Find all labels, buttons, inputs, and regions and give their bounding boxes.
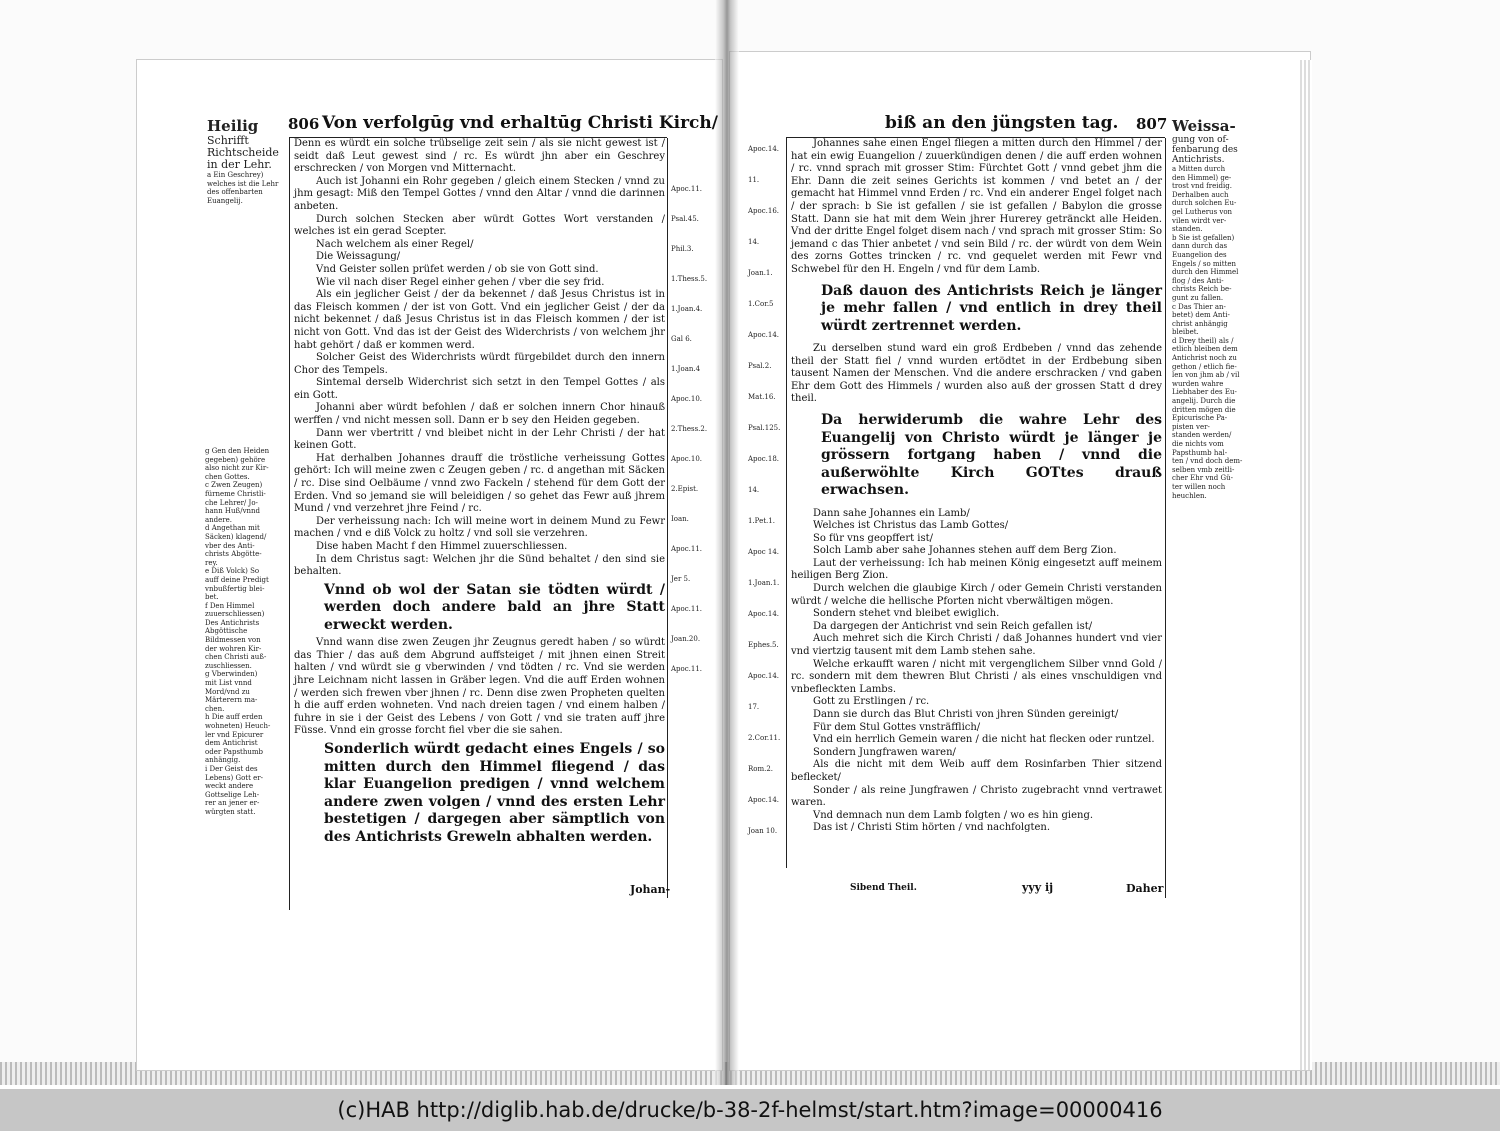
side-note: Des Antichrists — [205, 618, 260, 627]
body-paragraph: Für dem Stul Gottes vnsträfflich/ — [813, 721, 981, 733]
body-paragraph: Als die nicht mit dem Weib auff dem Rosinfarben Thier sitzend beflecket/ — [791, 759, 1162, 783]
scripture-reference: 2.Thess.2. — [671, 425, 708, 433]
body-paragraph: Durch welchen die glaubige Kirch / oder Gemein Christi verstanden würdt / welche die hellische Pforten nicht vberwältigen mögen. — [791, 583, 1162, 607]
side-note: c Zwen Zeugen) — [205, 481, 263, 490]
body-paragraph: Vnnd wann dise zwen Zeugen jhr Zeugnus geredt haben / so würdt das Thier / das auß dem Abgrund auffsteiget / mit jhnen einen Streit halten / vnd würdt sie g vberwinden / vnd tödten / rc. Vnd sie werden jhre Leichnam nicht lassen in Gräber legen. Vnd die auff Erden wohnen / werden sich frewen vber jhnen / rc. Denn dise zwen Propheten quelten h die auff erden wohneten. Vnd nach dreien tagen / vnd einem halben / fuhre in sie i der Geist des Lebens / von Gott / vnd sie traten auff jhre Füsse. Vnnd ein grosse forcht fiel vber die sie sahen. — [294, 637, 665, 737]
section-heading: Daß dauon des Antichrists Reich je länger je mehr fallen / vnd entlich in drey theil würdt zertrennet werden. — [821, 282, 1162, 334]
side-note: christs Reich be- — [1172, 285, 1232, 294]
body-paragraph: Nach welchem als einer Regel/ — [316, 238, 474, 250]
scripture-reference: Jer 5. — [671, 575, 691, 583]
side-note: pisten ver- — [1172, 422, 1210, 431]
side-note: standen. — [1172, 225, 1203, 234]
scripture-reference: Apoc.11. — [671, 185, 703, 193]
footer-part: Sibend Theil. — [850, 883, 917, 893]
side-note: Lebens) Gott er- — [205, 773, 263, 782]
scripture-reference: Apoc 14. — [748, 548, 780, 556]
side-note: vber des Anti- — [205, 541, 255, 550]
body-paragraph: Das ist / Christi Stim hörten / vnd nachfolgten. — [813, 822, 1051, 834]
side-heading-line: Heilig — [207, 117, 259, 135]
side-note: Märterern ma- — [205, 696, 258, 705]
side-heading-line: Richtscheide — [207, 146, 279, 159]
scripture-reference: 1.Pet.1. — [748, 517, 775, 525]
side-note: ter willen noch — [1172, 482, 1226, 491]
body-paragraph: Die Weissagung/ — [316, 251, 401, 263]
scripture-reference: Psal.125. — [748, 424, 781, 432]
left-page-number: 806 — [288, 115, 320, 133]
side-note: len von jhm ab / vil — [1172, 371, 1240, 380]
side-note: Liebhaber des Eu- — [1172, 388, 1237, 397]
scripture-reference: Apoc.11. — [671, 545, 703, 553]
side-note: die nichts vom — [1172, 440, 1224, 448]
scripture-reference: Apoc.10. — [671, 395, 703, 403]
side-note: dem Antichrist — [205, 739, 258, 748]
scripture-reference: 14. — [748, 238, 760, 246]
side-note: bet. — [205, 593, 219, 602]
side-note: rey. — [205, 558, 218, 567]
side-note: Abgöttische — [205, 627, 248, 636]
side-note: angelij. Durch die — [1172, 397, 1236, 406]
body-paragraph: Auch ist Johanni ein Rohr gegeben / gleich einem Stecken / vnnd zu jhm gesagt: Miß den Tempel Gottes / vnnd den Altar / vnnd die darinnen anbeten. — [294, 175, 665, 212]
body-paragraph: Gott zu Erstlingen / rc. — [813, 696, 930, 708]
side-note: den Himmel) ge- — [1172, 173, 1232, 182]
side-note: chen Christi auß- — [205, 653, 267, 662]
side-note: anhängig. — [205, 756, 241, 765]
side-note: chen. — [205, 704, 225, 713]
scripture-reference: Mat.16. — [748, 393, 776, 401]
scripture-reference: Apoc.14. — [748, 796, 780, 804]
scripture-reference: 1.Joan.4 — [671, 365, 701, 373]
section-heading: Vnnd ob wol der Satan sie tödten würdt / werden doch andere bald an jhre Statt erweckt werden. — [324, 581, 665, 633]
book-gutter — [715, 0, 739, 1085]
body-paragraph: Solch Lamb aber sahe Johannes stehen auff dem Berg Zion. — [813, 545, 1117, 557]
side-note: cher Ehr vnd Gü- — [1172, 474, 1233, 483]
scripture-reference: Gal 6. — [671, 335, 692, 343]
scripture-reference: Apoc.16. — [748, 207, 780, 215]
body-paragraph: Johannes sahe einen Engel fliegen a mitten durch den Himmel / der hat ein ewig Euangelion / zuuerkündigen denen / die auff erden wohnen / rc. vnnd sprach mit grosser Stim: Fürchtet Gott / vnnd gebet jhm die Ehr. Dann die zeit seines Gerichts ist kommen / vnd betet an / der gemacht hat Himmel vnnd Erden / rc. Vnd ein anderer Engel folget nach / der sprach: b Sie ist gefallen / sie ist gefallen / Babylon die grosse Statt. Dann sie hat mit dem Wein jhrer Hurerey getränckt alle Heiden. Vnd der dritte Engel folget disem nach / vnd sprach mit grosser Stim: So jemand c das Thier anbetet / vnd sein Bild / rc. der würdt von dem Wein des zorns Gottes trincken / rc. vnd gequelet werden mit Fewr vnd Schwebel für den H. Engeln / vnd für dem Lamb. — [791, 138, 1162, 275]
side-note: f Den Himmel — [205, 601, 255, 610]
side-heading-line: Weissa- — [1172, 117, 1236, 135]
credit-line: (c)HAB http://diglib.hab.de/drucke/b-38-2f-helmst/start.htm?image=00000416 — [0, 1089, 1500, 1131]
left-rule-inner — [289, 138, 290, 910]
side-note: durch solchen Eu- — [1172, 199, 1237, 208]
body-paragraph: In dem Christus sagt: Welchen jhr die Sünd behaltet / den sind sie behalten. — [294, 553, 665, 578]
left-catchword: Johan- — [630, 883, 671, 896]
side-note: gel Lutherus von — [1172, 207, 1233, 216]
side-note: chen Gottes. — [205, 472, 250, 481]
body-paragraph: Sonder / als reine Jungfrawen / Christo zugebracht vnnd vertrawet waren. — [791, 784, 1162, 809]
side-note: zuuerschliessen) — [205, 610, 265, 619]
side-note: etlich bleiben dem — [1172, 345, 1238, 354]
side-heading-line: fenbarung des — [1172, 145, 1238, 155]
side-note: fürneme Christli- — [205, 489, 266, 498]
side-heading-line: gung von of- — [1172, 135, 1229, 145]
side-note: vnbußfertig blei- — [205, 584, 265, 593]
side-note: a Mitten durch — [1172, 165, 1226, 173]
side-note: a Ein Geschrey) — [207, 171, 264, 179]
body-paragraph: Laut der verheissung: Ich hab meinen König eingesetzt auff meinem heiligen Berg Zion. — [791, 557, 1162, 582]
scripture-reference: 14. — [748, 486, 760, 494]
scripture-reference: Ioan. — [671, 515, 689, 523]
signature-mark: yyy ij — [1022, 881, 1054, 894]
right-references — [748, 145, 786, 865]
scripture-reference: 1.Cor.5 — [748, 300, 774, 308]
side-note: christ anhängig — [1172, 319, 1228, 328]
side-note: dritten mögen die — [1172, 405, 1236, 414]
side-note: würgten statt. — [205, 807, 256, 816]
side-note: Euangelion des — [1172, 250, 1227, 259]
side-note: Engels / so mitten — [1172, 259, 1237, 268]
side-note: also nicht zur Kir- — [205, 464, 269, 473]
side-note: h Die auff erden — [205, 713, 263, 722]
side-note: bleibet. — [1172, 328, 1199, 337]
section-heading: Sonderlich würdt gedacht eines Engels / so mitten durch den Himmel fliegend / das klar Euangelion predigen / vnnd welchem andere zwen volgen / vnnd des ersten Lehr bestetigen / dargegen aber sämptlich von des Antichrists Greweln abhalten werden. — [324, 741, 665, 845]
scripture-reference: Apoc.14. — [748, 145, 780, 153]
scripture-reference: Psal.45. — [671, 215, 699, 223]
side-note: des offenbarten — [207, 188, 263, 197]
scripture-reference: Joan.20. — [671, 635, 701, 643]
body-paragraph: Solcher Geist des Widerchrists würdt fürgebildet durch den innern Chor des Tempels. — [294, 352, 665, 376]
side-note: trost vnd freidig. — [1172, 182, 1232, 191]
scripture-reference: 2.Cor.11. — [748, 734, 781, 742]
section-heading: Da herwiderumb die wahre Lehr des Euangelij von Christo würdt je länger je grössern fortgang haben / vnnd die außerwöhlte Kirch GOTtes drauß erwachsen. — [821, 412, 1162, 498]
scripture-reference: Apoc.18. — [748, 455, 780, 463]
side-note: vilen wirdt ver- — [1172, 216, 1227, 225]
side-note: oder Papsthumb — [205, 747, 263, 756]
side-note: ler vnd Epicurer — [205, 730, 264, 739]
side-note: c Das Thier an- — [1172, 302, 1226, 311]
left-running-head: Von verfolgūg vnd erhaltūg Christi Kirch/ — [322, 113, 718, 133]
scripture-reference: Apoc.14. — [748, 672, 780, 680]
scripture-reference: 2.Epist. — [671, 485, 699, 493]
scripture-reference: Apoc.11. — [671, 665, 703, 673]
left-body-text — [294, 138, 665, 849]
body-paragraph: Vnd ein herrlich Gemein waren / die nicht hat flecken oder runtzel. — [813, 734, 1155, 746]
body-paragraph: Zu derselben stund ward ein groß Erdbeben / vnnd das zehende theil der Statt fiel / vnnd wurden ertödtet in der Erdbebung siben tausent Namen der Menschen. Vnd die andere erschracken / vnd gaben Ehr dem Gott des Himmels / wurden also auß der grossen Statt d drey theil. — [791, 343, 1162, 405]
side-note: Gottselige Leh- — [205, 790, 260, 799]
scripture-reference: Joan 10. — [748, 827, 778, 835]
body-paragraph: Durch solchen Stecken aber würdt Gottes Wort verstanden / welches ist ein gerad Scepter. — [294, 213, 665, 238]
side-note: betet) dem Anti- — [1172, 311, 1230, 320]
side-note: wohneten) Heuch- — [205, 722, 271, 730]
left-side-notes — [205, 447, 287, 817]
body-paragraph: Dann sie durch das Blut Christi von jhren Sünden gereinigt/ — [813, 709, 1119, 720]
side-note: standen werden/ — [1172, 431, 1232, 440]
side-heading-line: Schrifft — [207, 134, 249, 147]
side-note: mit List vnnd — [205, 679, 252, 688]
side-heading-line: Antichrists. — [1172, 155, 1225, 165]
scripture-reference: 11. — [748, 176, 760, 184]
side-note: Derhalben auch — [1172, 190, 1229, 199]
body-paragraph: Wie vil nach diser Regel einher gehen / vber die sey frid. — [316, 276, 605, 288]
side-note: der wohren Kir- — [205, 644, 262, 653]
body-paragraph: Auch mehret sich die Kirch Christi / daß Johannes hundert vnd vier vnd viertzig tausent mit dem Lamb stehen sahe. — [791, 633, 1162, 658]
page-edges — [1300, 60, 1312, 1070]
body-paragraph: So für vns geopffert ist/ — [813, 532, 934, 544]
body-paragraph: Dann sahe Johannes ein Lamb/ — [813, 507, 970, 519]
body-paragraph: Sintemal derselb Widerchrist sich setzt in den Tempel Gottes / als ein Gott. — [294, 377, 665, 401]
body-paragraph: Dise haben Macht f den Himmel zuuerschliessen. — [316, 541, 568, 552]
scripture-reference: Ephes.5. — [748, 641, 779, 649]
side-note: Bildmessen von — [205, 636, 261, 645]
left-rule-outer — [667, 138, 668, 898]
side-note: selben vmb zeitli- — [1172, 465, 1235, 474]
side-note: auff deine Predigt — [205, 575, 269, 584]
side-note: christs Abgötte- — [205, 550, 262, 559]
scripture-reference: Phil.3. — [671, 245, 694, 253]
side-note: che Lehrer/ Jo- — [205, 498, 258, 507]
body-paragraph: Dann wer vbertritt / vnd bleibet nicht in der Lehr Christi / der hat keinen Gott. — [294, 427, 665, 452]
right-page-number: 807 — [1136, 115, 1168, 133]
right-side-notes — [1172, 118, 1252, 500]
side-note: gunt zu fallen. — [1172, 293, 1224, 302]
body-paragraph: Vnd demnach nun dem Lamb folgten / wo es hin gieng. — [813, 809, 1094, 821]
right-catchword: Daher — [1126, 882, 1164, 895]
scripture-reference: Apoc.14. — [748, 610, 780, 618]
body-paragraph: Welches ist Christus das Lamb Gottes/ — [813, 520, 1009, 532]
scripture-reference: Joan.1. — [748, 269, 773, 277]
left-side-heading — [207, 118, 287, 205]
side-note: Papsthumb hal- — [1172, 448, 1228, 457]
body-paragraph: Sondern stehet vnd bleibet ewiglich. — [813, 608, 1000, 620]
right-rule-inner — [1165, 138, 1166, 898]
side-note: zuschliessen. — [205, 661, 252, 670]
side-note: rer an jener er- — [205, 799, 260, 808]
scripture-reference: Apoc.14. — [748, 331, 780, 339]
side-note: andere. — [205, 515, 233, 524]
body-paragraph: Denn es würdt ein solche trübselige zeit sein / als sie nicht gewest ist / seidt daß Leut gewest sind / rc. Es würdt jhn aber ein Geschrey erschrecken / von Morgen vnd Mitternacht. — [294, 138, 665, 175]
side-note: wurden wahre — [1172, 379, 1224, 388]
side-note: b Sie ist gefallen) — [1172, 233, 1235, 242]
body-paragraph: Sondern Jungfrawen waren/ — [813, 746, 956, 758]
scripture-reference: 17. — [748, 703, 760, 711]
right-rule-outer — [786, 138, 787, 868]
body-paragraph: Welche erkaufft waren / nicht mit vergenglichem Silber vnnd Gold / rc. sondern mit dem thewren Blut Christi / als eines vnschuldigen vnd vnbefleckten Lambs. — [791, 658, 1162, 695]
scripture-reference: Psal.2. — [748, 362, 772, 370]
side-note: d Angethan mit — [205, 524, 260, 533]
body-paragraph: Als ein jeglicher Geist / der da bekennet / daß Jesus Christus ist in das Fleisch kommen / der ist von Gott. Vnd ein jeglicher Geist / der da nicht bekennet / daß Jesus Christus ist in das Fleisch kommen / der ist nicht von Gott. Vnd das ist der Geist des Widerchrists / von welchem jhr habt gehört / daß er kommen werd. — [294, 289, 665, 351]
side-note: dann durch das — [1172, 242, 1228, 251]
scripture-reference: 1.Joan.4. — [671, 305, 703, 313]
side-note: gethon / etlich fie- — [1172, 362, 1237, 371]
body-paragraph: Hat derhalben Johannes drauff die tröstliche verheissung Gottes gehört: Ich will meine zwen c Zeugen geben / rc. d angethan mit Säcken / rc. Dise sind Oelbäume / vnnd zwo Fackeln / stehend für dem Gott der Erden. Vnd so jemand sie will beleidigen / so gehet das Fewr auß jhrem Mund / vnd verzehret jhre Feind / rc. — [294, 452, 665, 515]
right-running-head: biß an den jüngsten tag. — [885, 113, 1119, 133]
scripture-reference: Apoc.11. — [671, 605, 703, 613]
side-note: Säcken) klagend/ — [205, 532, 267, 541]
side-note: d Drey theil) als / — [1172, 336, 1234, 345]
scripture-reference: 1.Joan.1. — [748, 579, 780, 587]
left-references — [671, 185, 711, 705]
side-note: welches ist die Lehr — [207, 179, 279, 188]
body-paragraph: Der verheissung nach: Ich will meine wort in deinem Mund zu Fewr machen / vnd e diß Volck zu holtz / vnd soll sie verzehren. — [294, 515, 665, 540]
side-note: g Vberwinden) — [205, 670, 258, 679]
side-note: durch den Himmel — [1172, 268, 1239, 277]
side-note: hann Huß/vnnd — [205, 507, 261, 516]
side-note: e Diß Volck) So — [205, 567, 260, 576]
side-note: Mord/vnd zu — [205, 687, 250, 696]
side-note: heuchlen. — [1172, 491, 1207, 500]
side-note: weckt andere — [205, 782, 254, 791]
side-note: g Gen den Heiden — [205, 447, 270, 455]
right-body-text — [791, 138, 1162, 835]
scripture-reference: 1.Thess.5. — [671, 275, 708, 283]
side-note: i Der Geist des — [205, 764, 258, 773]
side-note: Euangelij. — [207, 196, 243, 205]
side-note: flog / des Anti- — [1172, 276, 1224, 285]
side-heading-line: in der Lehr. — [207, 158, 272, 171]
scripture-reference: Apoc.10. — [671, 455, 703, 463]
side-note: gegeben) gehöre — [205, 455, 266, 464]
side-note: Epicurische Pa- — [1172, 414, 1228, 423]
body-paragraph: Johanni aber würdt befohlen / daß er solchen innern Chor hinauß werffen / vnd nicht messen soll. Dann er b sey den Heiden gegeben. — [294, 402, 665, 427]
side-note: ten / vnd doch dem- — [1172, 457, 1243, 466]
body-paragraph: Vnd Geister sollen prüfet werden / ob sie von Gott sind. — [316, 263, 599, 275]
scripture-reference: Rom.2. — [748, 765, 774, 773]
side-note: Antichrist noch zu — [1172, 354, 1237, 363]
body-paragraph: Da dargegen der Antichrist vnd sein Reich gefallen ist/ — [813, 620, 1093, 632]
